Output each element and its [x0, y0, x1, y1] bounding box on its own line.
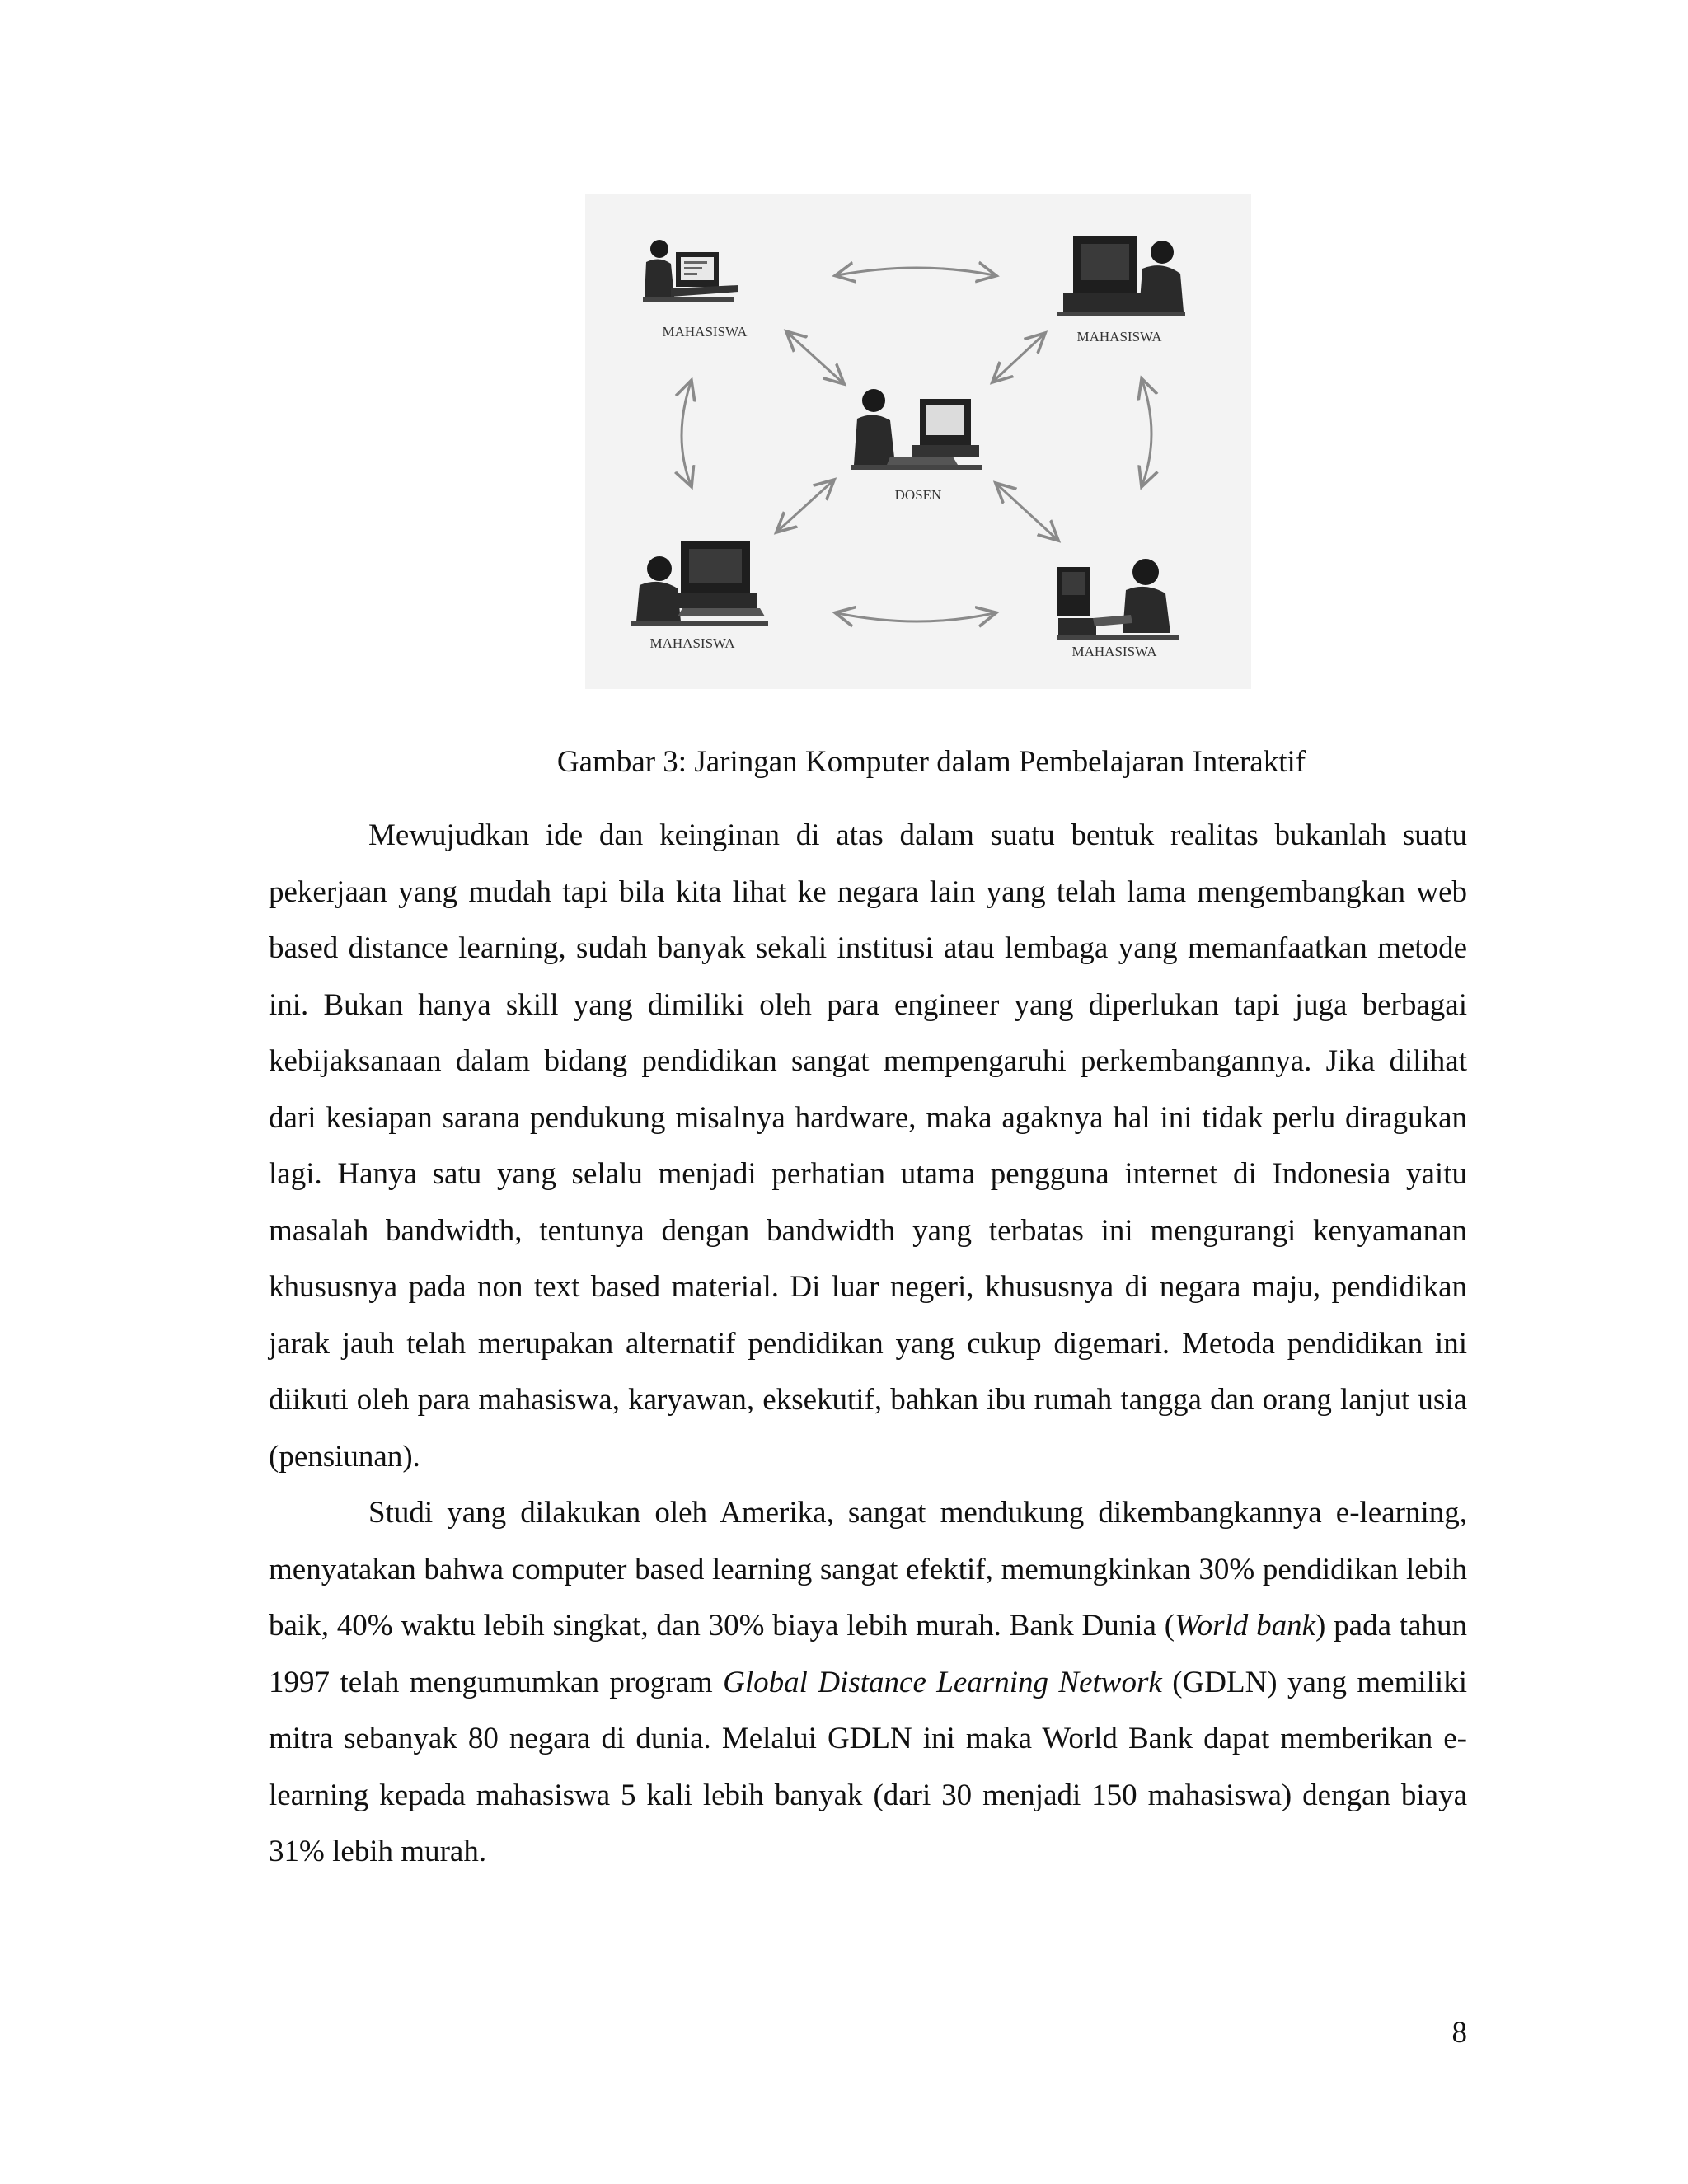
paragraph-text: Mewujudkan ide dan keinginan di atas dalam suatu bentuk realitas bukanlah suatu pekerjaan yang mudah tapi bila kita lihat ke negara lain yang telah lama mengembangkan web based distance learning, sudah banyak sekali institusi atau lembaga yang memanfaatkan metode ini. Bukan hanya skill yang dimiliki oleh para engineer yang diperlukan tapi juga berbagai kebijaksanaan dalam bidang pendidikan sangat mempengaruhi perkembangannya. Jika dilihat dari kesiapan sarana pendukung misalnya hardware, maka agaknya hal ini tidak perlu diragukan lagi. Hanya satu yang selalu menjadi perhatian utama pengguna internet di Indonesia yaitu masalah bandwidth, tentunya dengan bandwidth yang terbatas ini mengurangi kenyamanan khususnya pada non text based material. Di luar negeri, khususnya di negara maju, pendidikan jarak jauh telah merupakan alternatif pendidikan yang cukup digemari. Metoda pendidikan ini diikuti oleh para mahasiswa, karyawan, eksekutif, bahkan ibu rumah tangga dan orang lanjut usia (pensiunan). — [269, 818, 1467, 1474]
paragraph — [269, 808, 1467, 1485]
lecturer-workstation-center — [851, 389, 982, 470]
label-student-top-right: MAHASISWA — [1076, 329, 1162, 344]
label-student-top-left: MAHASISWA — [662, 324, 748, 340]
arrow-top-left-to-top-right — [837, 268, 994, 275]
student-workstation-top-left — [643, 240, 738, 302]
paragraph-italic-text: World bank — [1175, 1609, 1315, 1643]
body-text — [269, 808, 1467, 1881]
student-workstation-bottom-right — [1057, 559, 1179, 640]
arrow-lecturer-to-top-left — [788, 333, 842, 382]
student-workstation-bottom-left — [631, 541, 768, 626]
network-diagram-figure — [585, 194, 1251, 689]
arrow-lecturer-to-bottom-left — [778, 481, 832, 531]
network-diagram — [585, 194, 1251, 689]
arrow-lecturer-to-top-right — [994, 335, 1043, 381]
arrow-lecturer-to-bottom-right — [997, 485, 1057, 539]
paragraph — [269, 1485, 1467, 1881]
arrow-top-left-to-bottom-left — [682, 382, 691, 485]
figure-caption: Gambar 3: Jaringan Komputer dalam Pembelajaran Interaktif — [556, 745, 1306, 779]
paragraph-italic-text: Global Distance Learning Network — [723, 1665, 1162, 1699]
label-student-bottom-left: MAHASISWA — [649, 635, 735, 651]
paragraph-text: (GDLN) yang memiliki mitra sebanyak 80 negara di dunia. Melalui GDLN ini maka World Bank dapat memberikan e-learning kepada mahasiswa 5 kali lebih banyak (dari 30 menjadi 150 mahasiswa) dengan biaya 31% lebih murah. — [269, 1665, 1467, 1868]
label-student-bottom-right: MAHASISWA — [1071, 644, 1157, 659]
arrow-bottom-left-to-bottom-right — [837, 613, 994, 621]
paragraph-text: Studi yang dilakukan oleh Amerika, sangat mendukung dikembangkannya e-learning, menyatakan bahwa computer based learning sangat efektif, memungkinkan 30% pendidikan lebih baik, 40% waktu lebih singkat, dan 30% biaya lebih murah. Bank Dunia ( — [269, 1496, 1467, 1643]
page-number: 8 — [1451, 2016, 1467, 2050]
label-lecturer: DOSEN — [894, 487, 942, 503]
arrow-top-right-to-bottom-right — [1142, 381, 1151, 485]
paragraph-text: ) pada tahun 1997 telah mengumumkan program — [269, 1609, 1468, 1699]
student-workstation-top-right — [1057, 236, 1185, 316]
